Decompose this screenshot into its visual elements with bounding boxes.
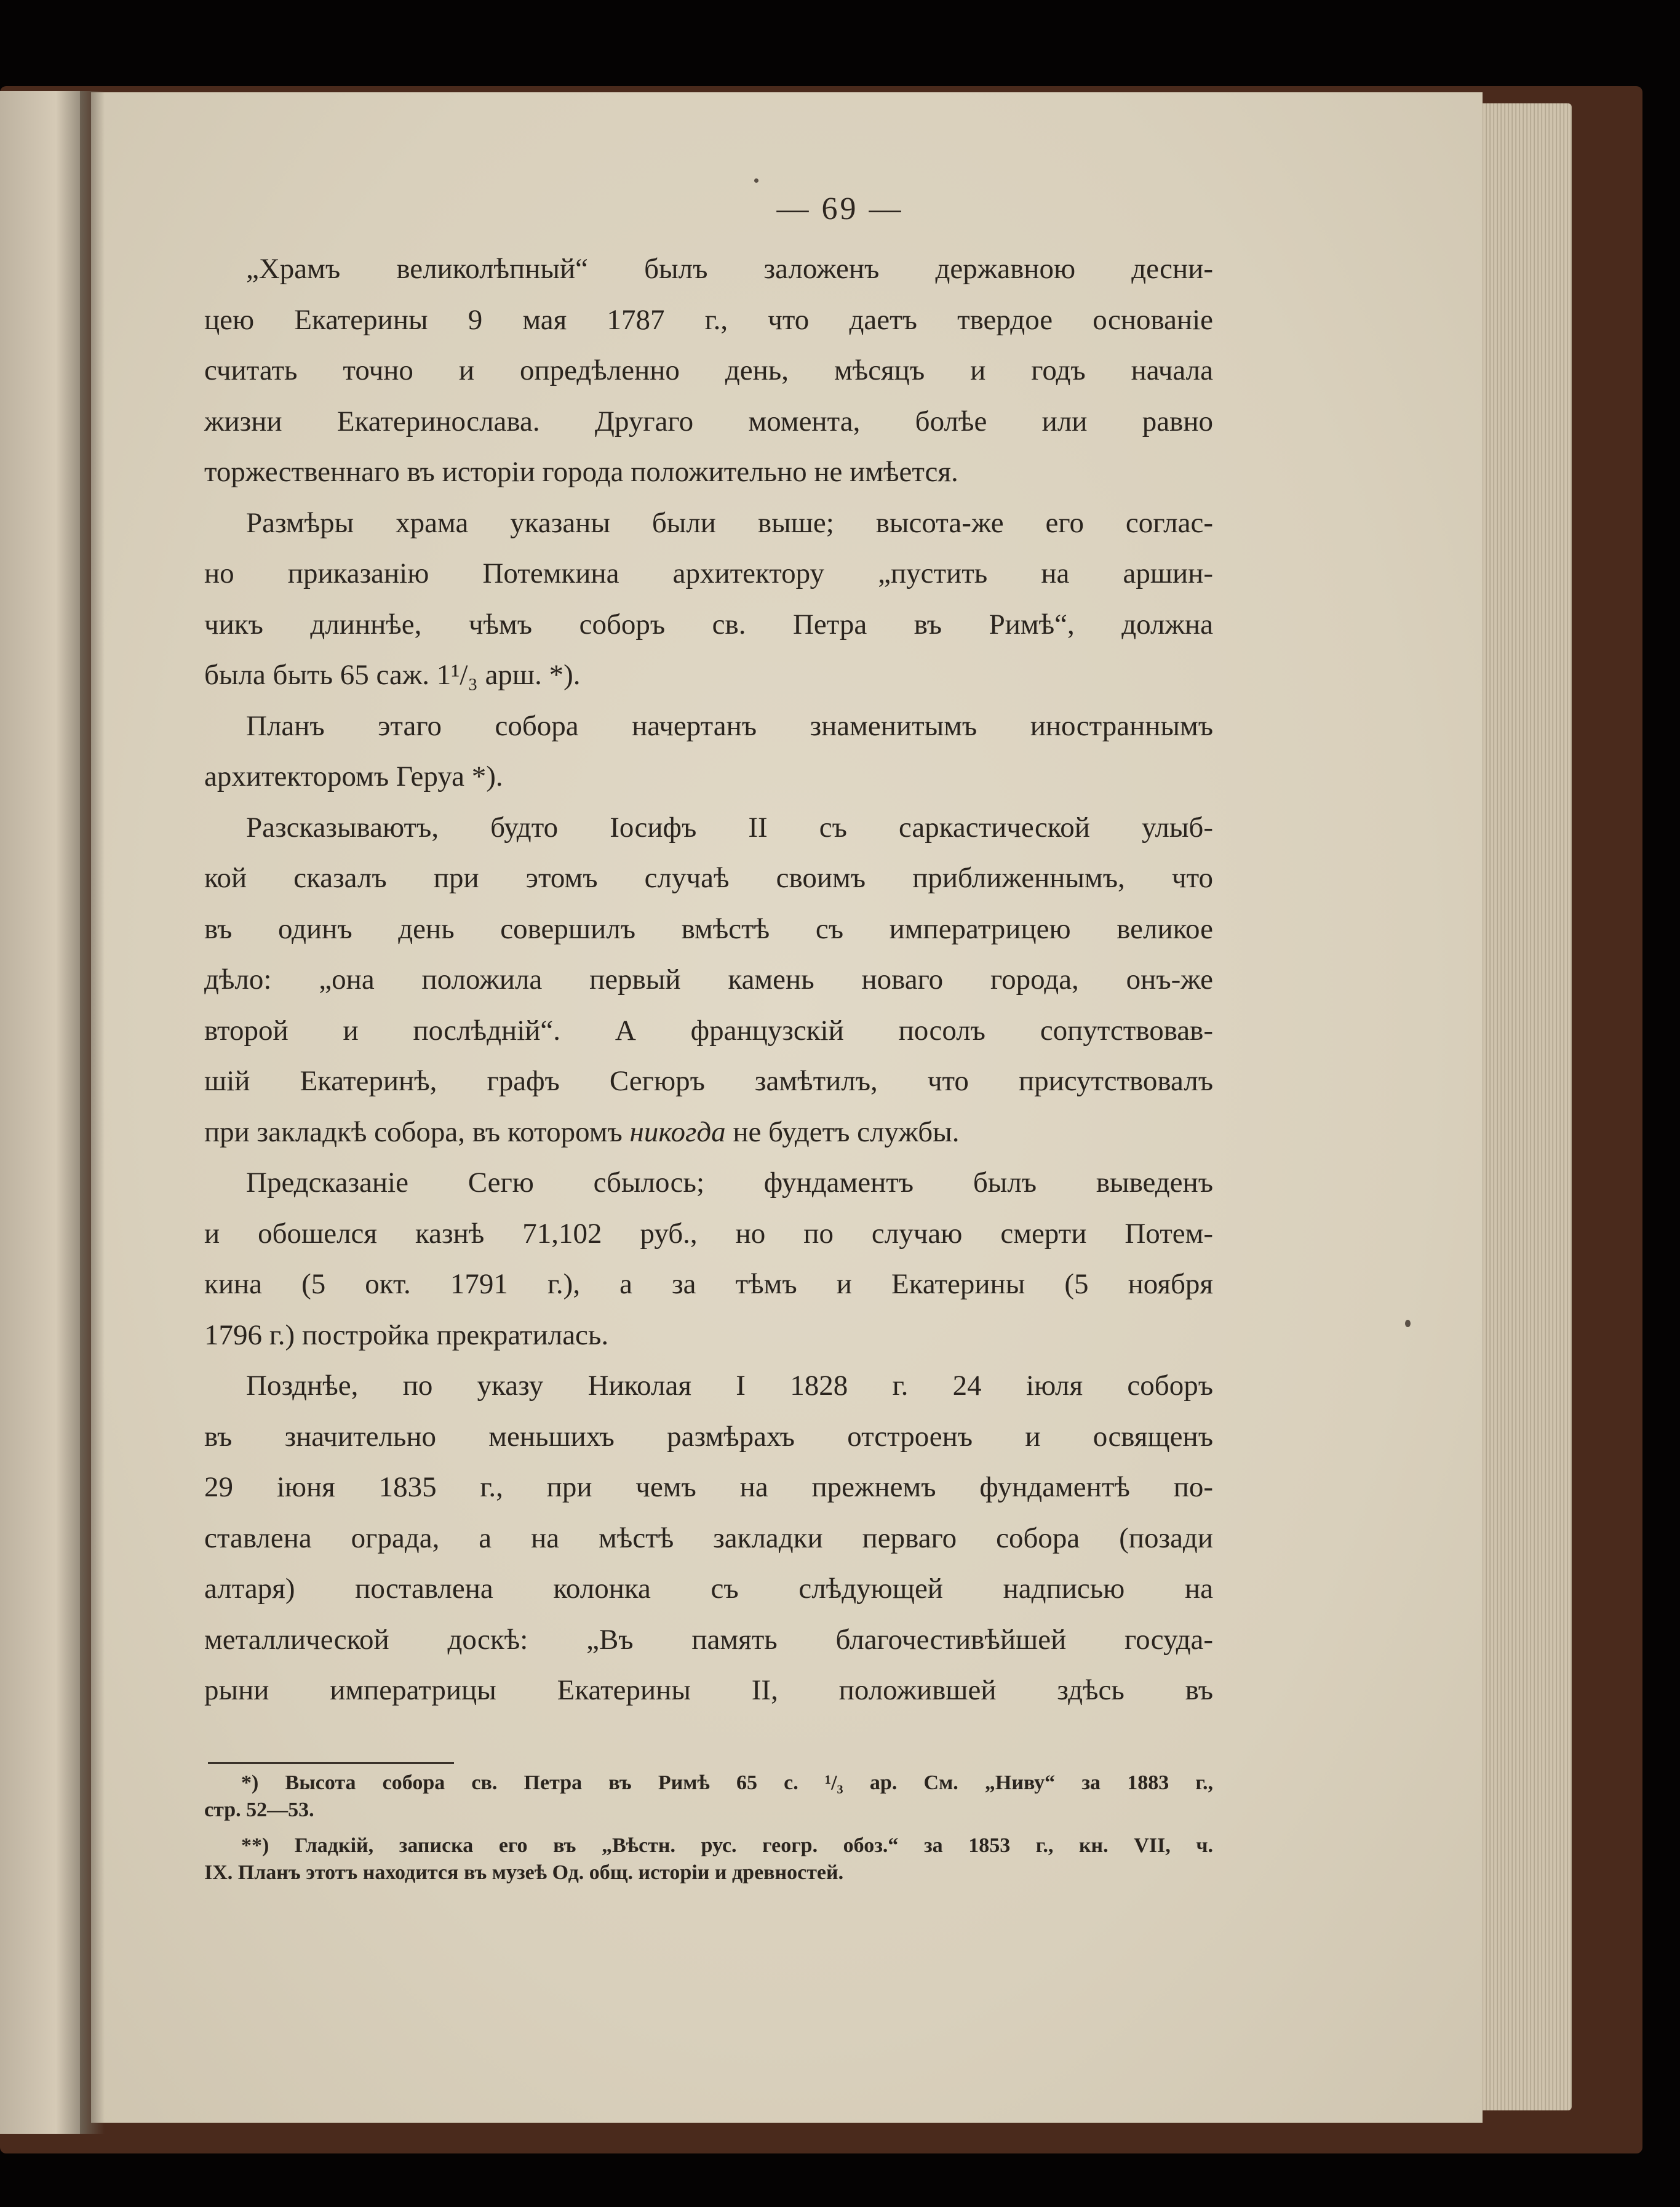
text-line: и обошелся казнѣ 71,102 руб., но по случаю смерти Потем- [204,1217,1213,1250]
text-line: „Храмъ великолѣпный“ былъ заложенъ державною десни- [246,253,1213,285]
text-line: рыни императрицы Екатерины II, положившей здѣсь въ [204,1674,1213,1706]
emphasis: никогда [629,1115,726,1148]
previous-page-edge [0,91,80,2134]
text-line: Предсказанiе Сегю сбылось; фундаментъ былъ выведенъ [246,1167,1213,1199]
text-line: 29 iюня 1835 г., при чемъ на прежнемъ фундаментѣ по- [204,1471,1213,1503]
paper-speck [754,178,758,183]
footnote-line: IX. Планъ этотъ находится въ музеѣ Од. общ. исторiи и древностей. [204,1861,844,1884]
text-line: Планъ этаго собора начертанъ знаменитымъ иностраннымъ [246,709,1213,742]
footnotes [204,1770,1213,1886]
text-line: при закладкѣ собора, въ которомъ никогда не будетъ службы. [204,1115,960,1148]
footnote-divider [208,1762,454,1764]
text-line: считать точно и опредѣленно день, мѣсяцъ и годъ начала [204,354,1213,386]
footnote-line: *) Высота собора св. Петра въ Римѣ 65 с. ¹/₃ ар. См. „Ниву“ за 1883 г., [241,1771,1213,1794]
text-line: была быть 65 саж. 1¹/₃ арш. *). [204,659,581,691]
text-line: жизни Екатеринослава. Другаго момента, болѣе или равно [204,405,1213,437]
text-line: второй и послѣднiй“. А французскiй посолъ сопутствовав- [204,1014,1213,1047]
text-line: въ значительно меньшихъ размѣрахъ отстроенъ и освященъ [204,1420,1213,1453]
paper-speck [1405,1320,1411,1327]
footnote-gap [204,1824,1213,1832]
page-number: — 69 — [776,191,904,226]
text-line: Размѣры храма указаны были выше; высота-же его соглас- [246,506,1213,539]
text-line: металлической доскѣ: „Въ память благочестивѣйшей госуда- [204,1623,1213,1656]
page-stack-edges [1476,103,1572,2110]
text-line: ставлена ограда, а на мѣстѣ закладки перваго собора (позади [204,1522,1213,1554]
text-line: въ одинъ день совершилъ вмѣстѣ съ императрицею великое [204,912,1213,945]
text-line: шiй Екатеринѣ, графъ Сегюръ замѣтилъ, что присутствовалъ [204,1065,1213,1097]
text-line: кой сказалъ при этомъ случаѣ своимъ приближеннымъ, что [204,862,1213,894]
text-line: 1796 г.) постройка прекратилась. [204,1319,609,1351]
text-line: дѣло: „она положила первый камень новаго города, онъ-же [204,964,1213,996]
text-line: торжественнаго въ исторiи города положительно не имѣется. [204,456,958,488]
text-line: архитекторомъ Геруа *). [204,760,503,792]
text-line: цею Екатерины 9 мая 1787 г., что даетъ твердое основанiе [204,303,1213,336]
text-line: кина (5 окт. 1791 г.), а за тѣмъ и Екатерины (5 ноября [204,1268,1213,1300]
text-line: алтаря) поставлена колонка съ слѣдующей надписью на [204,1573,1213,1605]
footnote-line: стр. 52—53. [204,1798,314,1821]
text-line: Позднѣе, по указу Николая I 1828 г. 24 iюля соборъ [246,1370,1213,1402]
text-line: чикъ длиннѣе, чѣмъ соборъ св. Петра въ Римѣ“, должна [204,608,1213,641]
footnote-line: **) Гладкiй, записка его въ „Вѣстн. рус. геогр. обоз.“ за 1853 г., кн. VII, ч. [241,1834,1213,1857]
spine-shadow [80,91,105,2134]
text-line: Разсказываютъ, будто Iосифъ II съ саркастической улыб- [246,811,1213,844]
text-line: но приказанiю Потемкина архитектору „пустить на аршин- [204,557,1213,589]
body-text [204,244,1213,1716]
